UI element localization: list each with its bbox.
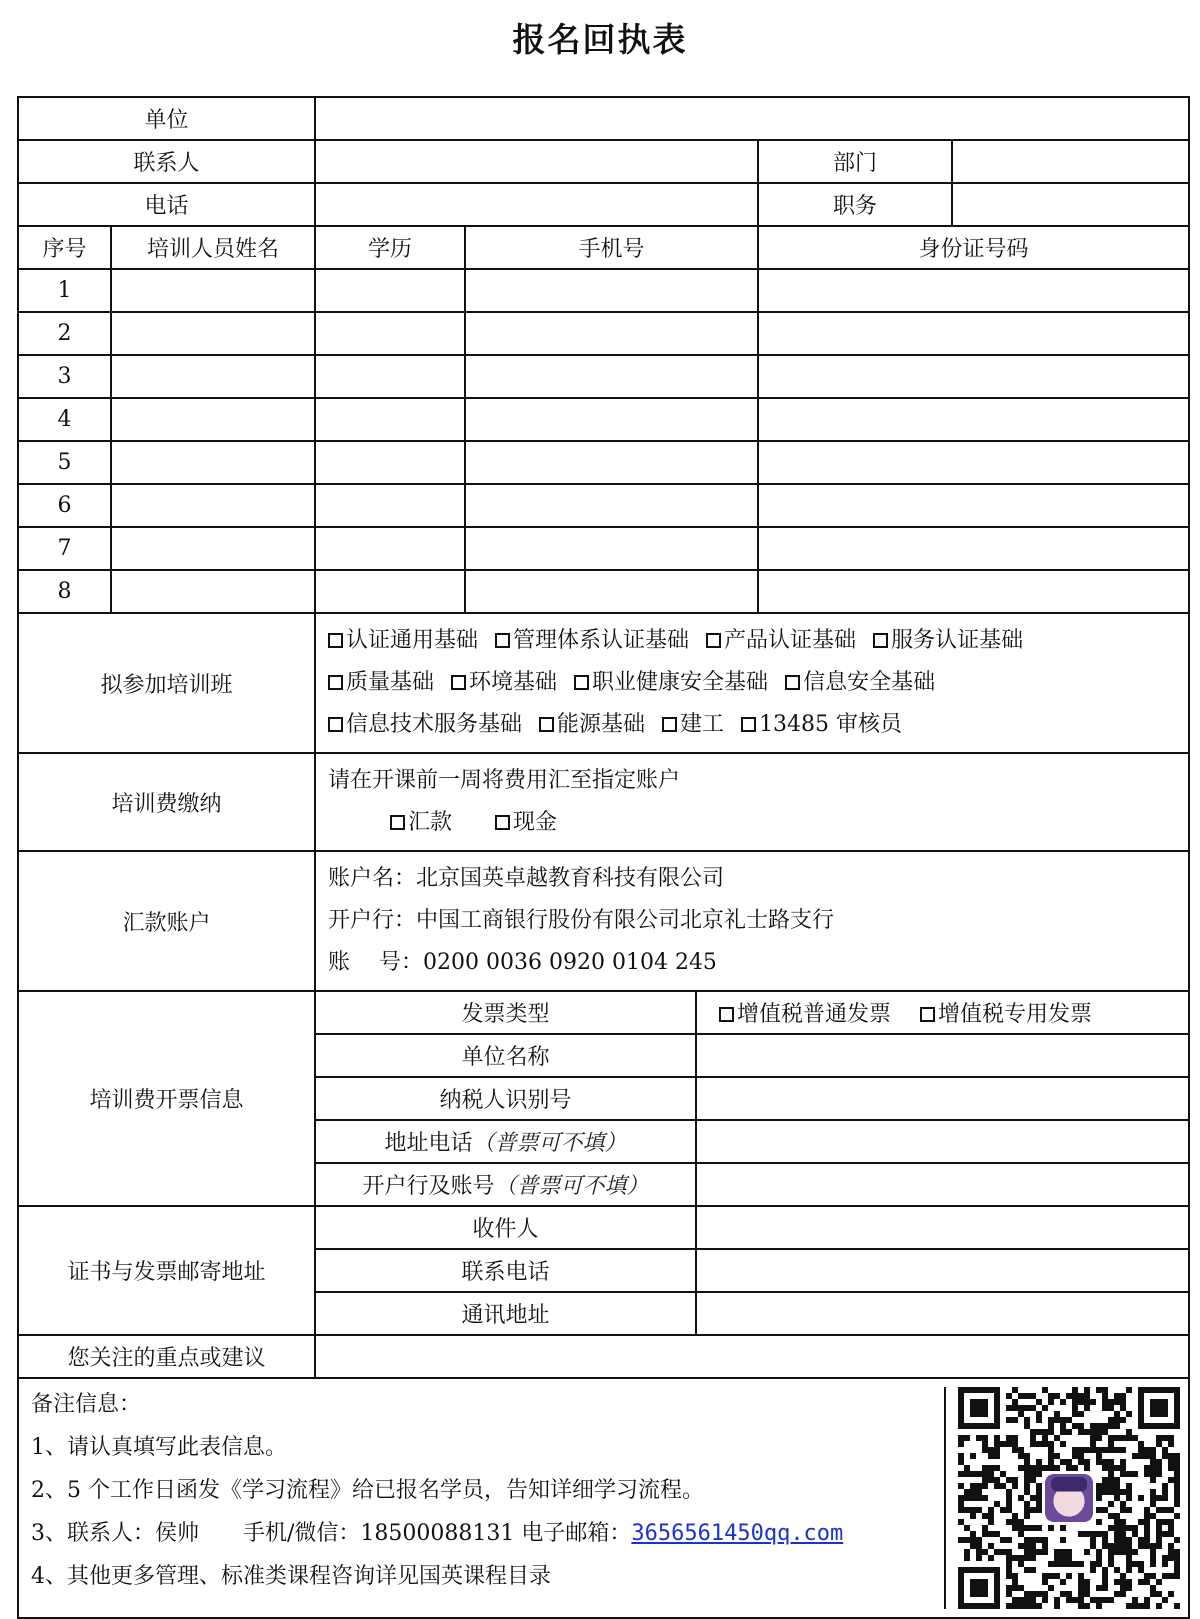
education-cell[interactable] xyxy=(315,441,465,484)
notes-line-4: 4、其他更多管理、标准类课程咨询详见国英课程目录 xyxy=(31,1564,551,1589)
checkbox-icon xyxy=(495,815,510,830)
dept-field[interactable] xyxy=(952,140,1189,183)
mailing-recipient-row xyxy=(18,1206,1189,1249)
education-cell[interactable] xyxy=(315,484,465,527)
trainee-header-row xyxy=(18,226,1189,269)
email-link[interactable]: 3656561450qq.com xyxy=(631,1521,844,1546)
qr-code-icon xyxy=(958,1387,1180,1609)
checkbox-icon xyxy=(495,633,510,648)
row-index: 1 xyxy=(18,269,111,312)
qr-code xyxy=(944,1387,1180,1609)
name-cell[interactable] xyxy=(111,527,315,570)
course-options xyxy=(315,613,1189,753)
col-header-education: 学历 xyxy=(315,226,465,269)
phone-field[interactable] xyxy=(315,183,758,226)
table-row xyxy=(18,484,1189,527)
mobile-cell[interactable] xyxy=(465,441,758,484)
unit-label: 单位 xyxy=(18,97,315,140)
course-option-label: 服务认证基础 xyxy=(891,628,1024,653)
payment-option-label: 现金 xyxy=(513,810,558,835)
account-number-label: 账 号： xyxy=(328,950,424,975)
row-index: 2 xyxy=(18,312,111,355)
checkbox-icon xyxy=(662,717,677,732)
course-option[interactable] xyxy=(539,704,645,746)
id-number-cell[interactable] xyxy=(758,355,1189,398)
invoice-company-field[interactable] xyxy=(696,1034,1189,1077)
id-number-cell[interactable] xyxy=(758,312,1189,355)
row-index: 4 xyxy=(18,398,111,441)
name-cell[interactable] xyxy=(111,269,315,312)
col-header-id-number: 身份证号码 xyxy=(758,226,1189,269)
checkbox-icon xyxy=(706,633,721,648)
invoice-label: 培训费开票信息 xyxy=(18,991,315,1206)
table-row xyxy=(18,398,1189,441)
notes-row xyxy=(18,1378,1189,1618)
invoice-address-note: （普票可不填） xyxy=(472,1131,627,1156)
course-option[interactable] xyxy=(706,620,856,662)
mobile-cell[interactable] xyxy=(465,570,758,613)
name-cell[interactable] xyxy=(111,441,315,484)
mailing-phone-label: 联系电话 xyxy=(315,1249,696,1292)
notes-title: 备注信息： xyxy=(31,1392,142,1417)
course-option[interactable] xyxy=(785,662,935,704)
col-header-mobile: 手机号 xyxy=(465,226,758,269)
name-cell[interactable] xyxy=(111,398,315,441)
payment-option-label: 汇款 xyxy=(408,810,453,835)
invoice-bankacc-note: （普票可不填） xyxy=(494,1174,649,1199)
checkbox-icon xyxy=(328,633,343,648)
table-row xyxy=(18,269,1189,312)
invoice-type-options xyxy=(696,991,1189,1034)
course-option[interactable] xyxy=(662,704,724,746)
invoice-taxid-label: 纳税人识别号 xyxy=(315,1077,696,1120)
mailing-recipient-label: 收件人 xyxy=(315,1206,696,1249)
invoice-company-label: 单位名称 xyxy=(315,1034,696,1077)
course-option-label: 能源基础 xyxy=(557,712,646,737)
course-option-label: 建工 xyxy=(680,712,725,737)
checkbox-icon xyxy=(741,717,756,732)
payment-note: 请在开课前一周将费用汇至指定账户 xyxy=(328,768,681,793)
contact-label: 联系人 xyxy=(18,140,315,183)
course-option[interactable] xyxy=(495,620,689,662)
payment-option-transfer[interactable] xyxy=(390,802,452,844)
account-number: 0200 0036 0920 0104 245 xyxy=(423,950,717,975)
invoice-bankacc-label: 开户行及账号 xyxy=(362,1174,495,1199)
checkbox-icon xyxy=(574,675,589,690)
payment-options xyxy=(315,753,1189,851)
account-label: 汇款账户 xyxy=(18,851,315,991)
invoice-option-special[interactable] xyxy=(920,997,1092,1028)
invoice-type-row xyxy=(18,991,1189,1034)
id-number-cell[interactable] xyxy=(758,398,1189,441)
table-row xyxy=(18,570,1189,613)
invoice-bankacc-field[interactable] xyxy=(696,1163,1189,1206)
row-index: 3 xyxy=(18,355,111,398)
invoice-address-label-cell xyxy=(315,1120,696,1163)
mobile-cell[interactable] xyxy=(465,269,758,312)
name-cell[interactable] xyxy=(111,484,315,527)
notes-contact-text: 3、联系人：侯帅 手机/微信：18500088131 电子邮箱： xyxy=(31,1521,632,1546)
mobile-cell[interactable] xyxy=(465,527,758,570)
contact-field[interactable] xyxy=(315,140,758,183)
course-option[interactable] xyxy=(328,662,434,704)
course-option-label: 职业健康安全基础 xyxy=(592,670,769,695)
course-option[interactable] xyxy=(873,620,1023,662)
payment-row xyxy=(18,753,1189,851)
position-field[interactable] xyxy=(952,183,1189,226)
id-number-cell[interactable] xyxy=(758,441,1189,484)
invoice-bankacc-label-cell xyxy=(315,1163,696,1206)
education-cell[interactable] xyxy=(315,312,465,355)
name-cell[interactable] xyxy=(111,570,315,613)
mobile-cell[interactable] xyxy=(465,484,758,527)
id-number-cell[interactable] xyxy=(758,570,1189,613)
invoice-option-label: 增值税专用发票 xyxy=(938,1002,1093,1027)
payment-label: 培训费缴纳 xyxy=(18,753,315,851)
mailing-recipient-field[interactable] xyxy=(696,1206,1189,1249)
suggestion-field[interactable] xyxy=(315,1335,1189,1378)
invoice-option-label: 增值税普通发票 xyxy=(737,1002,892,1027)
notes-cell xyxy=(18,1378,1189,1618)
dept-label: 部门 xyxy=(758,140,952,183)
mobile-cell[interactable] xyxy=(465,398,758,441)
unit-field[interactable] xyxy=(315,97,1189,140)
id-number-cell[interactable] xyxy=(758,527,1189,570)
notes-line-1: 1、请认真填写此表信息。 xyxy=(31,1435,287,1460)
course-option[interactable] xyxy=(574,662,768,704)
id-number-cell[interactable] xyxy=(758,484,1189,527)
account-bank: 中国工商银行股份有限公司北京礼士路支行 xyxy=(416,908,835,933)
payment-option-cash[interactable] xyxy=(495,802,557,844)
id-number-cell[interactable] xyxy=(758,269,1189,312)
invoice-option-normal[interactable] xyxy=(719,997,891,1028)
education-cell[interactable] xyxy=(315,269,465,312)
mailing-address-field[interactable] xyxy=(696,1292,1189,1335)
course-option-label: 管理体系认证基础 xyxy=(513,628,690,653)
suggestion-row xyxy=(18,1335,1189,1378)
education-cell[interactable] xyxy=(315,398,465,441)
name-cell[interactable] xyxy=(111,312,315,355)
checkbox-icon xyxy=(328,675,343,690)
checkbox-icon xyxy=(920,1007,935,1022)
registration-form-table xyxy=(17,96,1190,1619)
checkbox-icon xyxy=(390,815,405,830)
course-option-label: 13485 审核员 xyxy=(759,712,903,737)
education-cell[interactable] xyxy=(315,570,465,613)
table-row xyxy=(18,312,1189,355)
checkbox-icon xyxy=(785,675,800,690)
account-row xyxy=(18,851,1189,991)
table-row xyxy=(18,441,1189,484)
row-index: 7 xyxy=(18,527,111,570)
course-option-label: 质量基础 xyxy=(346,670,435,695)
account-name-label: 账户名： xyxy=(328,866,417,891)
account-name: 北京国英卓越教育科技有限公司 xyxy=(416,866,725,891)
contact-row xyxy=(18,140,1189,183)
course-option-label: 信息技术服务基础 xyxy=(346,712,523,737)
mobile-cell[interactable] xyxy=(465,312,758,355)
notes-line-2: 2、5 个工作日函发《学习流程》给已报名学员，告知详细学习流程。 xyxy=(31,1478,704,1503)
invoice-type-label: 发票类型 xyxy=(315,991,696,1034)
education-cell[interactable] xyxy=(315,355,465,398)
course-option[interactable] xyxy=(451,662,557,704)
suggestion-label: 您关注的重点或建议 xyxy=(18,1335,315,1378)
table-row xyxy=(18,355,1189,398)
course-option-label: 信息安全基础 xyxy=(803,670,936,695)
mailing-phone-field[interactable] xyxy=(696,1249,1189,1292)
invoice-taxid-field[interactable] xyxy=(696,1077,1189,1120)
unit-row xyxy=(18,97,1189,140)
course-row xyxy=(18,613,1189,753)
invoice-address-field[interactable] xyxy=(696,1120,1189,1163)
col-header-index: 序号 xyxy=(18,226,111,269)
course-option[interactable] xyxy=(328,620,478,662)
course-option-label: 产品认证基础 xyxy=(724,628,857,653)
course-label: 拟参加培训班 xyxy=(18,613,315,753)
name-cell[interactable] xyxy=(111,355,315,398)
checkbox-icon xyxy=(539,717,554,732)
row-index: 6 xyxy=(18,484,111,527)
invoice-address-label: 地址电话 xyxy=(384,1131,473,1156)
mailing-address-label: 通讯地址 xyxy=(315,1292,696,1335)
checkbox-icon xyxy=(451,675,466,690)
course-option-label: 环境基础 xyxy=(469,670,558,695)
notes-line-3 xyxy=(31,1512,843,1555)
col-header-name: 培训人员姓名 xyxy=(111,226,315,269)
account-bank-label: 开户行： xyxy=(328,908,417,933)
course-option-label: 认证通用基础 xyxy=(346,628,479,653)
row-index: 5 xyxy=(18,441,111,484)
account-details xyxy=(315,851,1189,991)
education-cell[interactable] xyxy=(315,527,465,570)
course-option[interactable] xyxy=(741,704,902,746)
checkbox-icon xyxy=(719,1007,734,1022)
mailing-label: 证书与发票邮寄地址 xyxy=(18,1206,315,1335)
course-option[interactable] xyxy=(328,704,522,746)
position-label: 职务 xyxy=(758,183,952,226)
mobile-cell[interactable] xyxy=(465,355,758,398)
page-title: 报名回执表 xyxy=(512,20,688,59)
phone-label: 电话 xyxy=(18,183,315,226)
table-row xyxy=(18,527,1189,570)
checkbox-icon xyxy=(873,633,888,648)
row-index: 8 xyxy=(18,570,111,613)
phone-row xyxy=(18,183,1189,226)
checkbox-icon xyxy=(328,717,343,732)
